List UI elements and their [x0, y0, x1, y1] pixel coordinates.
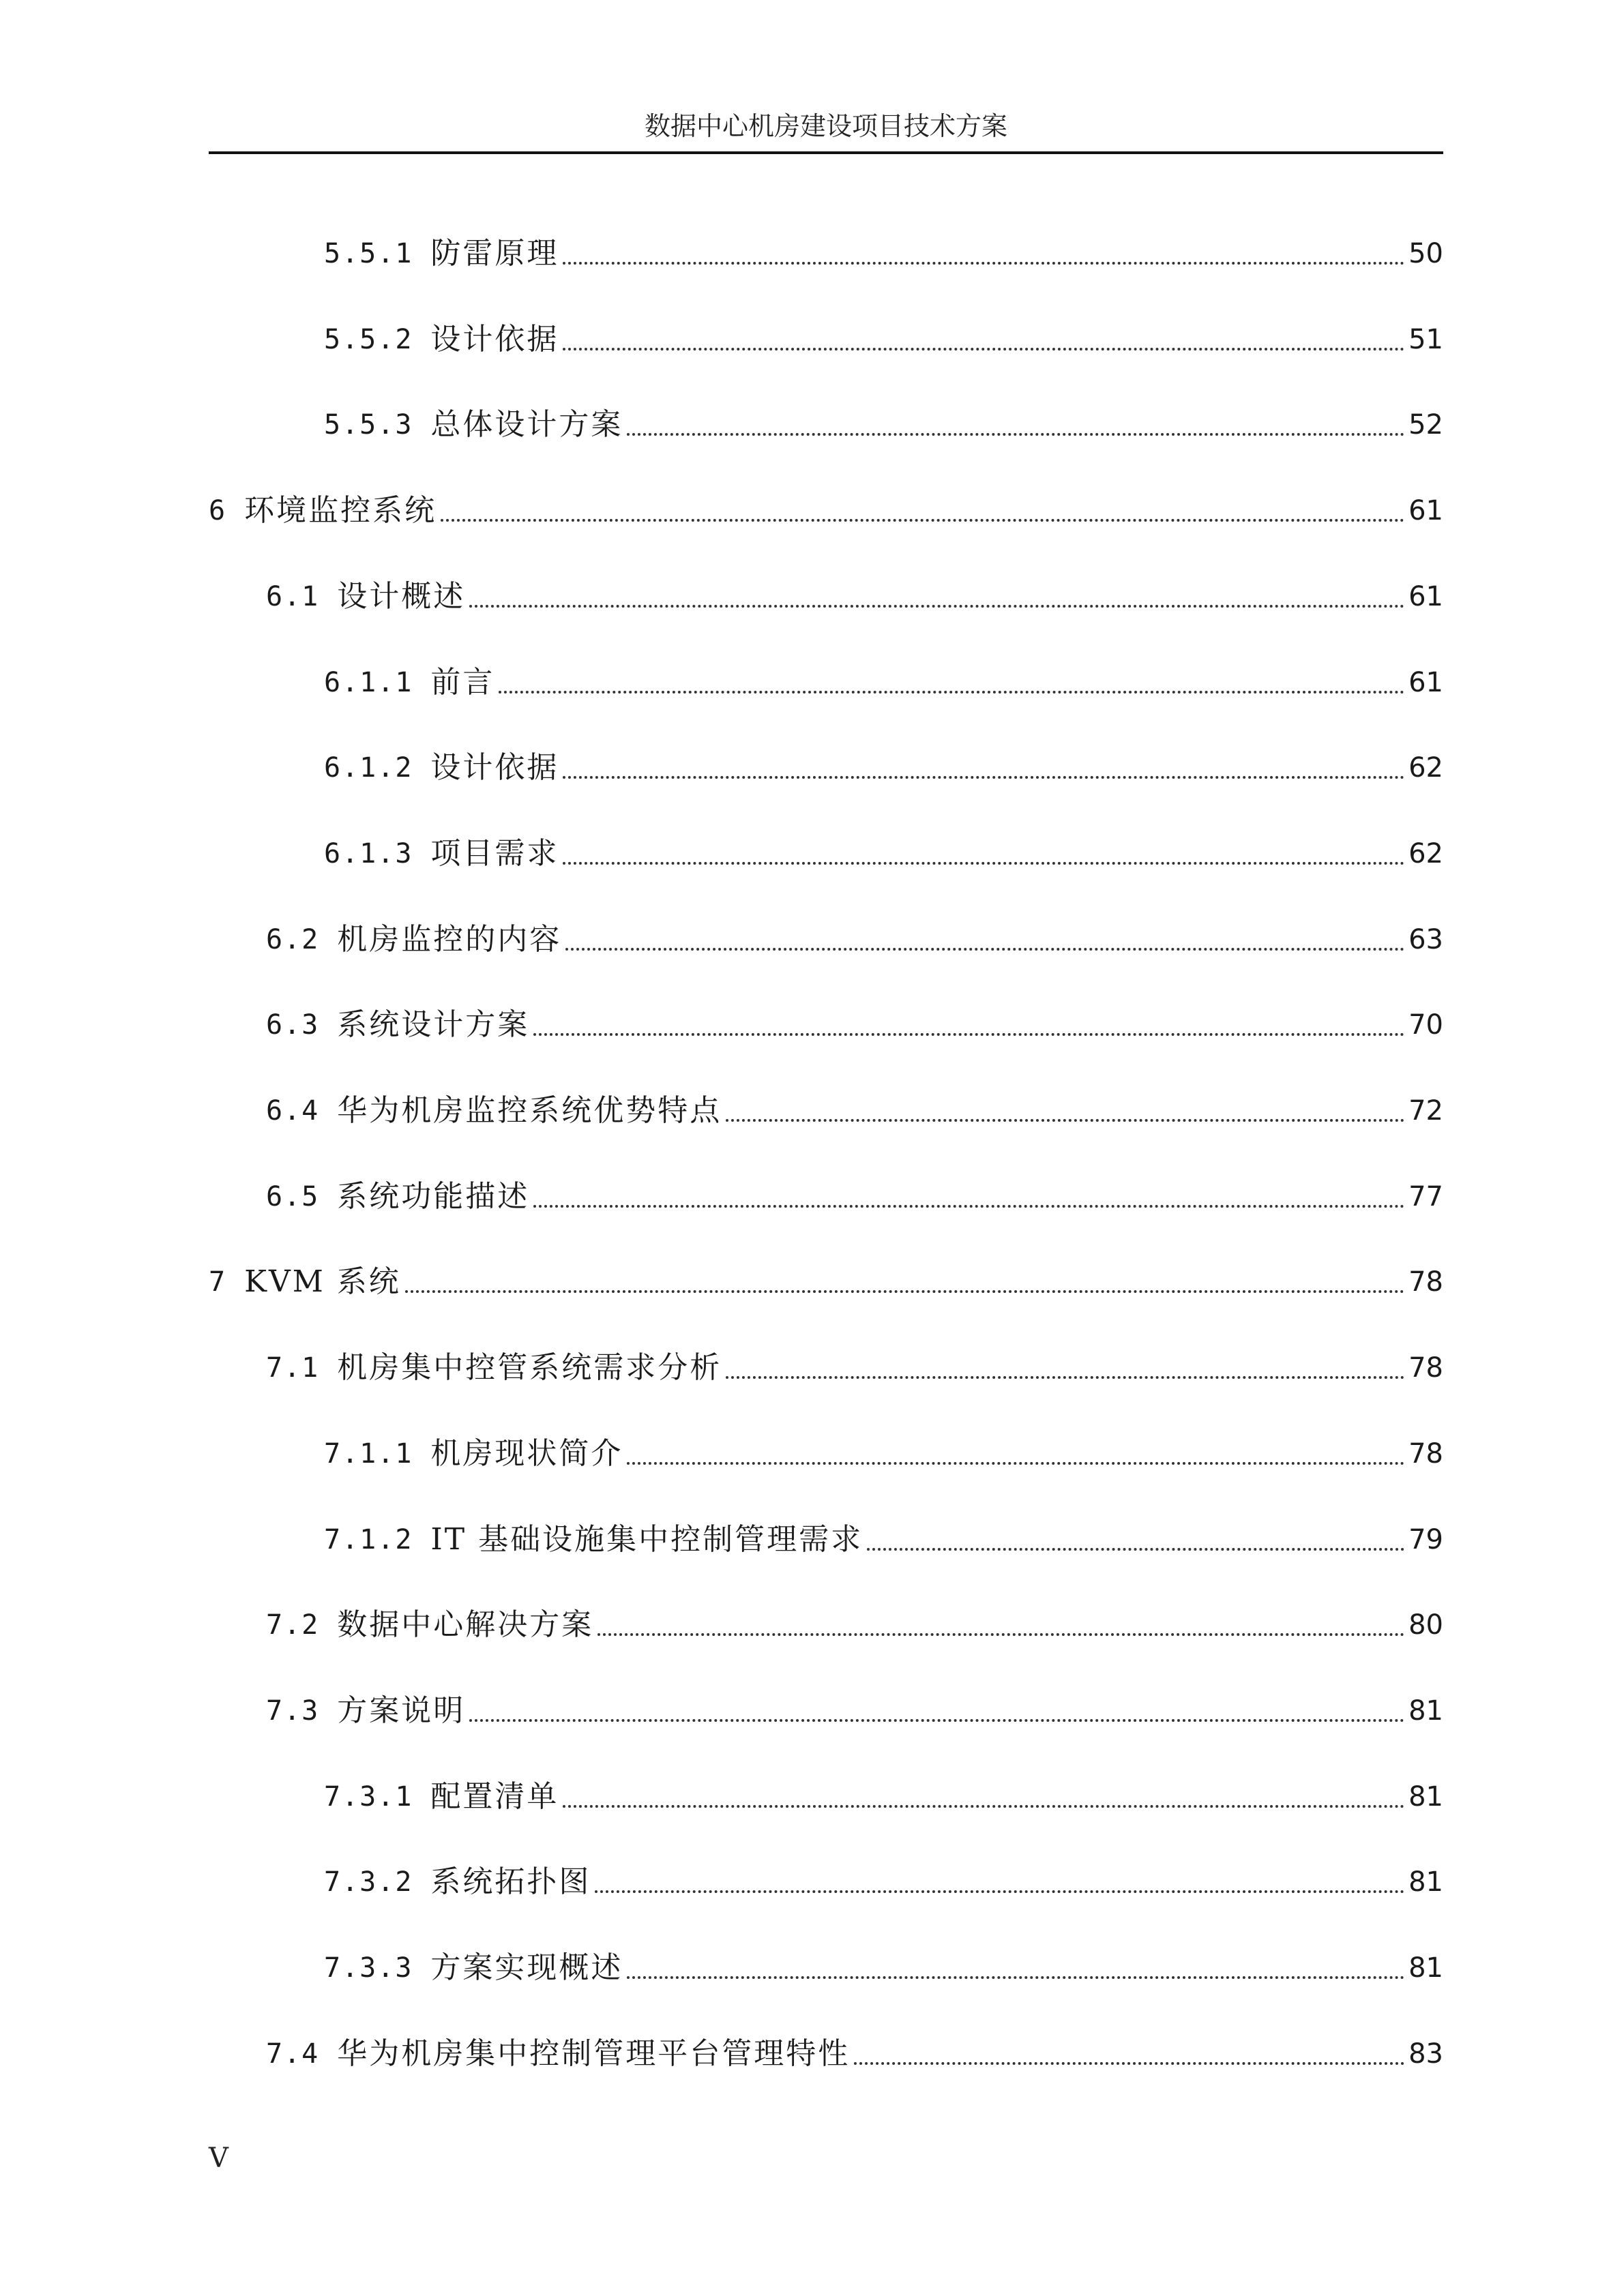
toc-dot-leader	[627, 433, 1404, 436]
toc-entry-number: 6.1.1	[324, 667, 413, 698]
toc-entry-title: 项目需求	[430, 836, 559, 871]
toc-entry-title: 数据中心解决方案	[337, 1607, 594, 1642]
toc-entry-number: 7.1.1	[324, 1438, 413, 1470]
running-header: 数据中心机房建设项目技术方案	[644, 111, 1007, 141]
toc-dot-leader	[563, 348, 1404, 351]
toc-entry-page: 79	[1408, 1524, 1443, 1555]
toc-entry-number: 7.3.2	[324, 1866, 413, 1898]
toc-entry-number: 5.5.2	[324, 324, 413, 355]
toc-entry-title: 系统功能描述	[337, 1179, 530, 1214]
toc-dot-leader	[499, 691, 1404, 694]
toc-entry-page: 81	[1408, 1866, 1443, 1898]
toc-entry-page: 78	[1408, 1438, 1443, 1470]
toc-entry-number: 7.3.3	[324, 1952, 413, 1984]
toc-entry[interactable]	[266, 1346, 1443, 1387]
toc-entry-page: 62	[1408, 752, 1443, 784]
toc-entry-page: 81	[1408, 1952, 1443, 1984]
toc-entry-page: 78	[1408, 1266, 1443, 1298]
toc-entry-page: 72	[1408, 1095, 1443, 1127]
toc-dot-leader	[854, 2062, 1404, 2065]
toc-entry-title: 防雷原理	[430, 236, 559, 271]
toc-entry-page: 81	[1408, 1695, 1443, 1727]
toc-entry[interactable]	[324, 403, 1443, 444]
toc-entry-title: 机房现状简介	[430, 1436, 623, 1471]
toc-entry[interactable]	[324, 232, 1443, 273]
toc-entry-number: 7.3.1	[324, 1781, 413, 1813]
toc-entry-title: 设计依据	[430, 750, 559, 785]
toc-entry[interactable]	[266, 1603, 1443, 1644]
toc-entry-number: 6.5	[266, 1181, 320, 1212]
toc-entry-page: 80	[1408, 1609, 1443, 1641]
toc-dot-leader	[441, 519, 1404, 522]
toc-entry-title: 方案说明	[337, 1693, 466, 1728]
toc-entry[interactable]	[266, 1089, 1443, 1130]
toc-entry[interactable]	[266, 2032, 1443, 2073]
toc-entry-title: 前言	[430, 665, 495, 700]
toc-entry-page: 77	[1408, 1181, 1443, 1212]
toc-entry-page: 61	[1408, 667, 1443, 698]
toc-entry[interactable]	[266, 575, 1443, 616]
toc-dot-leader	[565, 948, 1404, 951]
toc-entry-number: 6.1.2	[324, 752, 413, 784]
toc-dot-leader	[533, 1033, 1404, 1036]
toc-entry[interactable]	[324, 1518, 1443, 1559]
toc-entry-page: 63	[1408, 924, 1443, 955]
toc-dot-leader	[726, 1376, 1404, 1379]
toc-entry-number: 7.1	[266, 1352, 320, 1384]
footer-page-number: V	[209, 2143, 228, 2174]
toc-entry-number: 6.2	[266, 924, 320, 955]
toc-entry-title: 华为机房集中控制管理平台管理特性	[337, 2036, 851, 2071]
toc-entry[interactable]	[266, 1689, 1443, 1730]
toc-entry-number: 6	[209, 495, 227, 526]
toc-entry[interactable]	[324, 1946, 1443, 1987]
toc-dot-leader	[405, 1290, 1404, 1293]
toc-entry[interactable]	[324, 1860, 1443, 1901]
toc-entry-number: 6.1	[266, 581, 320, 612]
toc-dot-leader	[627, 1462, 1404, 1465]
toc-entry-page: 51	[1408, 324, 1443, 355]
toc-entry-title: 设计概述	[337, 579, 466, 614]
toc-entry-title: 设计依据	[430, 322, 559, 357]
toc-dot-leader	[533, 1205, 1404, 1208]
toc-entry-number: 5.5.3	[324, 409, 413, 441]
toc-entry[interactable]	[324, 832, 1443, 873]
toc-dot-leader	[469, 1719, 1404, 1722]
toc-entry-number: 7.2	[266, 1609, 320, 1641]
toc-entry-title: IT 基础设施集中控制管理需求	[430, 1522, 863, 1557]
toc-entry[interactable]	[266, 1003, 1443, 1044]
toc-entry-number: 7	[209, 1266, 227, 1298]
toc-dot-leader	[597, 1633, 1404, 1636]
toc-entry-page: 61	[1408, 495, 1443, 526]
toc-entry-number: 6.3	[266, 1009, 320, 1041]
toc-entry-page: 83	[1408, 2038, 1443, 2070]
toc-entry-number: 6.1.3	[324, 838, 413, 869]
toc-entry-page: 61	[1408, 581, 1443, 612]
toc-entry-title: 华为机房监控系统优势特点	[337, 1093, 722, 1128]
toc-entry-number: 7.1.2	[324, 1524, 413, 1555]
toc-entry[interactable]	[209, 1260, 1443, 1301]
toc-dot-leader	[469, 605, 1404, 608]
toc-entry-number: 7.4	[266, 2038, 320, 2070]
toc-entry-title: 总体设计方案	[430, 407, 623, 442]
toc-entry[interactable]	[209, 489, 1443, 530]
toc-dot-leader	[563, 1805, 1404, 1808]
toc-entry-page: 78	[1408, 1352, 1443, 1384]
toc-entry-number: 5.5.1	[324, 238, 413, 269]
toc-dot-leader	[867, 1548, 1404, 1551]
toc-entry-page: 62	[1408, 838, 1443, 869]
toc-entry-number: 6.4	[266, 1095, 320, 1127]
toc-entry[interactable]	[324, 746, 1443, 787]
toc-dot-leader	[563, 262, 1404, 265]
toc-entry-title: 系统设计方案	[337, 1007, 530, 1042]
toc-entry-number: 7.3	[266, 1695, 320, 1727]
toc-entry-page: 52	[1408, 409, 1443, 441]
toc-entry-title: 环境监控系统	[244, 493, 437, 528]
toc-entry[interactable]	[266, 918, 1443, 959]
header-rule	[209, 151, 1443, 154]
toc-entry-title: 系统拓扑图	[430, 1864, 591, 1899]
toc-dot-leader	[563, 862, 1404, 865]
toc-entry[interactable]	[324, 318, 1443, 359]
toc-entry-page: 81	[1408, 1781, 1443, 1813]
toc-entry-title: 机房集中控管系统需求分析	[337, 1350, 722, 1385]
toc-entry-title: 配置清单	[430, 1779, 559, 1814]
toc-entry-page: 50	[1408, 238, 1443, 269]
toc-entry[interactable]	[324, 1775, 1443, 1816]
toc-dot-leader	[627, 1976, 1404, 1979]
toc-entry-title: KVM 系统	[244, 1264, 401, 1299]
toc-entry[interactable]	[324, 661, 1443, 702]
toc-entry-title: 方案实现概述	[430, 1950, 623, 1985]
toc-dot-leader	[726, 1119, 1404, 1122]
toc-entry[interactable]	[266, 1175, 1443, 1216]
toc-entry-page: 70	[1408, 1009, 1443, 1041]
toc-dot-leader	[595, 1890, 1404, 1893]
toc-entry[interactable]	[324, 1432, 1443, 1473]
toc-entry-title: 机房监控的内容	[337, 922, 562, 957]
toc-dot-leader	[563, 776, 1404, 779]
